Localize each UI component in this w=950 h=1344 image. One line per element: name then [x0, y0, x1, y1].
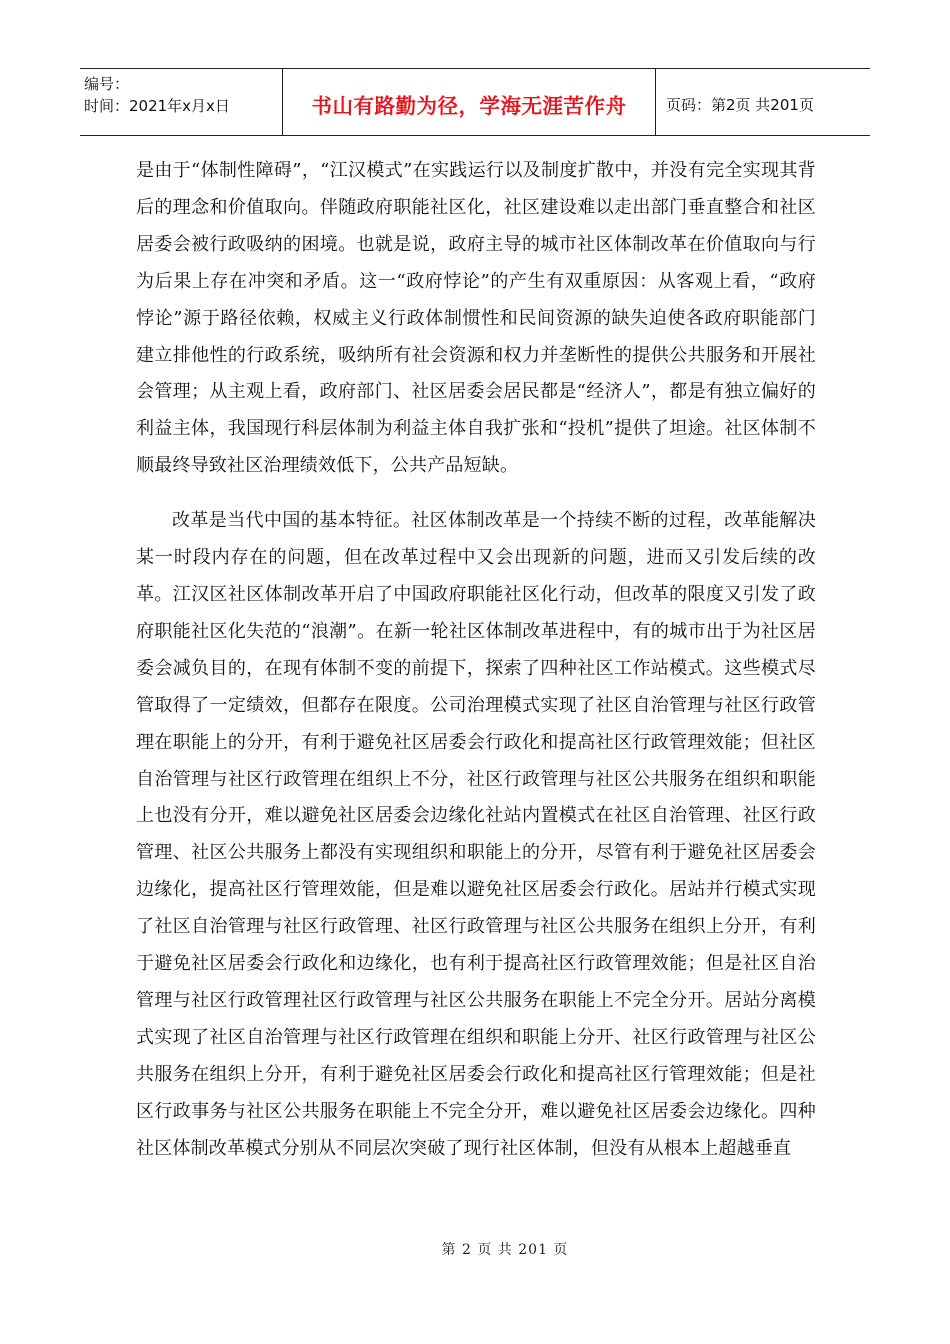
- document-code-label: 编号：: [84, 75, 130, 93]
- header-motto: 书山有路勤为径，学海无涯苦作舟: [311, 94, 627, 118]
- body-paragraph-1: 是由于“体制性障碍”，“江汉模式”在实践运行以及制度扩散中，并没有完全实现其背后的理念和价值取向。伴随政府职能社区化，社区建设难以走出部门垂直整合和社区居委会被行政吸纳的困境。也就是说，政府主导的城市社区体制改革在价值取向与行为后果上存在冲突和矛盾。这一“政府悖论”的产生有双重原因：从客观上看，“政府悖论”源于路径依赖，权威主义行政体制惯性和民间资源的缺失迫使各政府职能部门建立排他性的行政系统，吸纳所有社会资源和权力并垄断性的提供公共服务和开展社会管理；从主观上看，政府部门、社区居委会居民都是“经济人”，都是有独立偏好的利益主体，我国现行科层体制为利益主体自我扩张和“投机”提供了坦途。社区体制不顺最终导致社区治理绩效低下，公共产品短缺。: [136, 160, 816, 477]
- page-header: [80, 68, 870, 136]
- body-paragraph-2: 改革是当代中国的基本特征。社区体制改革是一个持续不断的过程，改革能解决某一时段内存在的问题，但在改革过程中又会出现新的问题，进而又引发后续的改革。江汉区社区体制改革开启了中国政府职能社区化行动，但改革的限度又引发了政府职能社区化失范的“浪潮”。在新一轮社区体制改革进程中，有的城市出于为社区居委会减负目的，在现有体制不变的前提下，探索了四种社区工作站模式。这些模式尽管取得了一定绩效，但都存在限度。公司治理模式实现了社区自治管理与社区行政管理在职能上的分开，有利于避免社区居委会行政化和提高社区行政管理效能；但社区自治管理与社区行政管理在组织上不分，社区行政管理与社区公共服务在组织和职能上也没有分开，难以避免社区居委会边缘化社站内置模式在社区自治管理、社区行政管理、社区公共服务上都没有实现组织和职能上的分开，尽管有利于避免社区居委会边缘化，提高社区行管理效能，但是难以避免社区居委会行政化。居站并行模式实现了社区自治管理与社区行政管理、社区行政管理与社区公共服务在组织上分开，有利于避免社区居委会行政化和边缘化，也有利于提高社区行政管理效能；但是社区自治管理与社区行政管理社区行政管理与社区公共服务在职能上不完全分开。居站分离模式实现了社区自治管理与社区行政管理在组织和职能上分开、社区行政管理与社区公共服务在组织上分开，有利于避免社区居委会行政化和提高社区行管理效能；但是社区行政事务与社区公共服务在职能上不完全分开，难以避免社区居委会边缘化。四种社区体制改革模式分别从不同层次突破了现行社区体制，但没有从根本上超越垂直: [136, 510, 816, 1159]
- header-motto-cell: [283, 69, 656, 135]
- header-meta: [80, 69, 283, 135]
- header-page-info: 页码：第2页 共201页: [666, 95, 814, 114]
- document-date-label: 时间：2021年x月x日: [84, 97, 230, 115]
- page-footer: 第 2 页 共 201 页: [441, 1242, 569, 1258]
- document-body: [136, 153, 816, 1167]
